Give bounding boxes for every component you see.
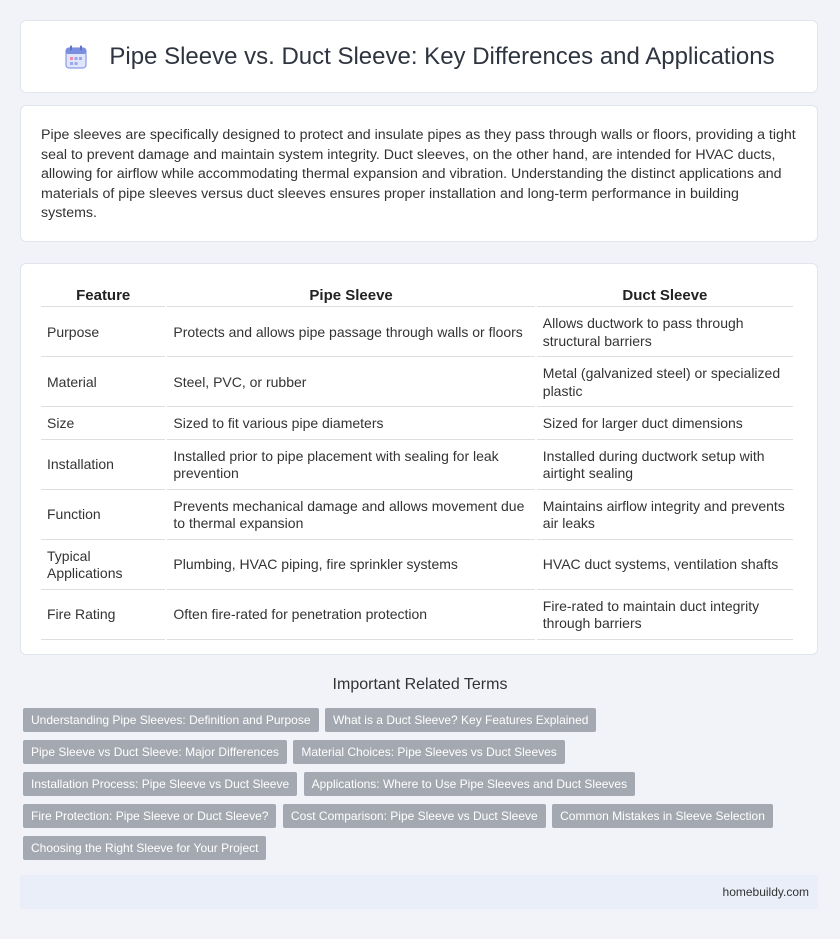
- related-term-tag[interactable]: Cost Comparison: Pipe Sleeve vs Duct Sleeve: [283, 804, 546, 828]
- table-row: [41, 357, 793, 407]
- table-header-row: [41, 284, 793, 307]
- footer: [20, 875, 818, 909]
- intro-paragraph: Pipe sleeves are specifically designed to protect and insulate pipes as they pass through walls or floors, providing a tight seal to prevent damage and maintain system integrity. Duct sleeves, on the other hand, are intended for HVAC ducts, allowing for airflow while accommodating thermal expansion and vibration. Understanding the distinct applications and materials of pipe sleeves versus duct sleeves ensures proper installation and long-term performance in building systems.: [41, 127, 796, 221]
- pipe-sleeve-cell: Plumbing, HVAC piping, fire sprinkler systems: [167, 540, 534, 590]
- related-term-tag[interactable]: Pipe Sleeve vs Duct Sleeve: Major Differences: [23, 740, 287, 764]
- related-term-tag[interactable]: Installation Process: Pipe Sleeve vs Duct Sleeve: [23, 772, 297, 796]
- related-term-tag[interactable]: Material Choices: Pipe Sleeves vs Duct Sleeves: [293, 740, 564, 764]
- related-terms-list: [23, 708, 813, 868]
- feature-cell: Size: [41, 407, 165, 440]
- duct-sleeve-cell: Maintains airflow integrity and prevents air leaks: [537, 490, 793, 540]
- table-row: [41, 490, 793, 540]
- feature-cell: Fire Rating: [41, 590, 165, 640]
- intro-card: [20, 105, 818, 242]
- comparison-table-card: [20, 263, 818, 655]
- pipe-sleeve-cell: Often fire-rated for penetration protection: [167, 590, 534, 640]
- related-term-tag[interactable]: Choosing the Right Sleeve for Your Project: [23, 836, 266, 860]
- pipe-sleeve-cell: Sized to fit various pipe diameters: [167, 407, 534, 440]
- related-term-tag[interactable]: Fire Protection: Pipe Sleeve or Duct Sleeve?: [23, 804, 276, 828]
- column-header-feature: Feature: [41, 284, 165, 307]
- header-card: [20, 20, 818, 93]
- feature-cell: Typical Applications: [41, 540, 165, 590]
- related-term-tag[interactable]: Understanding Pipe Sleeves: Definition and Purpose: [23, 708, 319, 732]
- column-header-duct-sleeve: Duct Sleeve: [537, 284, 793, 307]
- table-row: [41, 590, 793, 640]
- table-row: [41, 540, 793, 590]
- pipe-sleeve-cell: Installed prior to pipe placement with sealing for leak prevention: [167, 440, 534, 490]
- feature-cell: Function: [41, 490, 165, 540]
- table-row: [41, 307, 793, 357]
- feature-cell: Installation: [41, 440, 165, 490]
- column-header-pipe-sleeve: Pipe Sleeve: [167, 284, 534, 307]
- duct-sleeve-cell: Sized for larger duct dimensions: [537, 407, 793, 440]
- table-row: [41, 407, 793, 440]
- calendar-document-icon: [63, 44, 89, 70]
- pipe-sleeve-cell: Steel, PVC, or rubber: [167, 357, 534, 407]
- feature-cell: Purpose: [41, 307, 165, 357]
- related-term-tag[interactable]: What is a Duct Sleeve? Key Features Explained: [325, 708, 596, 732]
- duct-sleeve-cell: Metal (galvanized steel) or specialized plastic: [537, 357, 793, 407]
- pipe-sleeve-cell: Protects and allows pipe passage through walls or floors: [167, 307, 534, 357]
- comparison-table: [39, 284, 795, 640]
- duct-sleeve-cell: HVAC duct systems, ventilation shafts: [537, 540, 793, 590]
- feature-cell: Material: [41, 357, 165, 407]
- pipe-sleeve-cell: Prevents mechanical damage and allows movement due to thermal expansion: [167, 490, 534, 540]
- duct-sleeve-cell: Allows ductwork to pass through structural barriers: [537, 307, 793, 357]
- table-row: [41, 440, 793, 490]
- footer-site-name: homebuildy.com: [722, 885, 809, 899]
- duct-sleeve-cell: Fire-rated to maintain duct integrity through barriers: [537, 590, 793, 640]
- related-term-tag[interactable]: Applications: Where to Use Pipe Sleeves and Duct Sleeves: [304, 772, 636, 796]
- duct-sleeve-cell: Installed during ductwork setup with airtight sealing: [537, 440, 793, 490]
- related-term-tag[interactable]: Common Mistakes in Sleeve Selection: [552, 804, 773, 828]
- page-title: Pipe Sleeve vs. Duct Sleeve: Key Differences and Applications: [109, 42, 775, 70]
- related-terms-heading: Important Related Terms: [332, 676, 508, 693]
